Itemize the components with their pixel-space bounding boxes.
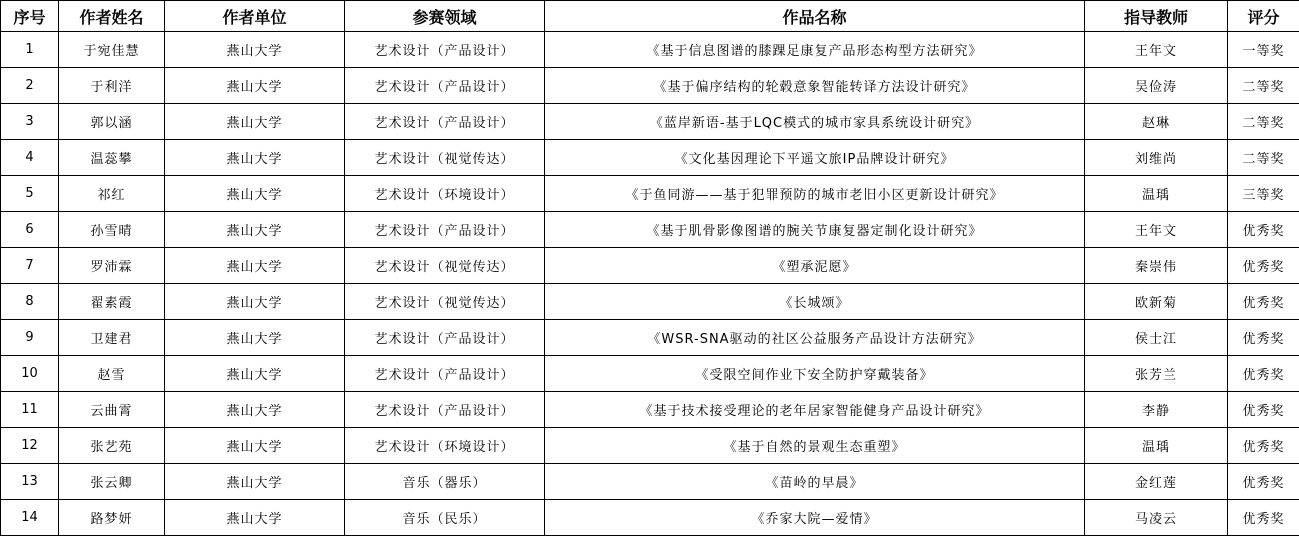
cell-author-name: 孙雪晴 xyxy=(59,212,165,248)
cell-author-name: 云曲霄 xyxy=(59,392,165,428)
cell-author-unit: 燕山大学 xyxy=(165,320,345,356)
cell-index: 9 xyxy=(1,320,59,356)
cell-field: 艺术设计（环境设计） xyxy=(345,176,545,212)
cell-author-name: 张云卿 xyxy=(59,464,165,500)
cell-work-title: 《于鱼同游——基于犯罪预防的城市老旧小区更新设计研究》 xyxy=(545,176,1085,212)
cell-field: 艺术设计（视觉传达） xyxy=(345,248,545,284)
cell-field: 艺术设计（视觉传达） xyxy=(345,284,545,320)
cell-author-name: 罗沛霖 xyxy=(59,248,165,284)
cell-work-title: 《基于技术接受理论的老年居家智能健身产品设计研究》 xyxy=(545,392,1085,428)
cell-advisor: 秦崇伟 xyxy=(1085,248,1228,284)
cell-advisor: 刘维尚 xyxy=(1085,140,1228,176)
cell-work-title: 《蓝岸新语-基于LQC模式的城市家具系统设计研究》 xyxy=(545,104,1085,140)
cell-work-title: 《受限空间作业下安全防护穿戴装备》 xyxy=(545,356,1085,392)
cell-advisor: 温瑀 xyxy=(1085,176,1228,212)
cell-field: 音乐（器乐） xyxy=(345,464,545,500)
cell-author-unit: 燕山大学 xyxy=(165,68,345,104)
table-row xyxy=(1,104,1299,140)
cell-award: 优秀奖 xyxy=(1228,500,1299,536)
cell-work-title: 《苗岭的早晨》 xyxy=(545,464,1085,500)
cell-award: 二等奖 xyxy=(1228,68,1299,104)
cell-advisor: 温瑀 xyxy=(1085,428,1228,464)
cell-award: 二等奖 xyxy=(1228,140,1299,176)
cell-award: 优秀奖 xyxy=(1228,320,1299,356)
cell-author-name: 祁红 xyxy=(59,176,165,212)
table-row xyxy=(1,140,1299,176)
cell-author-unit: 燕山大学 xyxy=(165,464,345,500)
cell-award: 优秀奖 xyxy=(1228,428,1299,464)
cell-field: 艺术设计（产品设计） xyxy=(345,104,545,140)
cell-index: 10 xyxy=(1,356,59,392)
table-row xyxy=(1,284,1299,320)
cell-author-name: 张艺苑 xyxy=(59,428,165,464)
cell-award: 优秀奖 xyxy=(1228,464,1299,500)
header-field: 参赛领域 xyxy=(345,1,545,32)
cell-field: 艺术设计（产品设计） xyxy=(345,320,545,356)
cell-advisor: 欧新菊 xyxy=(1085,284,1228,320)
table-row xyxy=(1,428,1299,464)
cell-award: 优秀奖 xyxy=(1228,392,1299,428)
cell-advisor: 王年文 xyxy=(1085,212,1228,248)
header-advisor: 指导教师 xyxy=(1085,1,1228,32)
cell-work-title: 《长城颂》 xyxy=(545,284,1085,320)
cell-advisor: 李静 xyxy=(1085,392,1228,428)
table-row xyxy=(1,392,1299,428)
cell-field: 艺术设计（视觉传达） xyxy=(345,140,545,176)
cell-field: 艺术设计（产品设计） xyxy=(345,68,545,104)
cell-index: 14 xyxy=(1,500,59,536)
cell-award: 优秀奖 xyxy=(1228,248,1299,284)
cell-award: 一等奖 xyxy=(1228,32,1299,68)
cell-author-unit: 燕山大学 xyxy=(165,32,345,68)
cell-author-name: 赵雪 xyxy=(59,356,165,392)
cell-author-unit: 燕山大学 xyxy=(165,212,345,248)
cell-index: 12 xyxy=(1,428,59,464)
cell-index: 11 xyxy=(1,392,59,428)
cell-award: 优秀奖 xyxy=(1228,212,1299,248)
cell-work-title: 《基于自然的景观生态重塑》 xyxy=(545,428,1085,464)
cell-work-title: 《塑承泥愿》 xyxy=(545,248,1085,284)
cell-advisor: 金红莲 xyxy=(1085,464,1228,500)
cell-index: 8 xyxy=(1,284,59,320)
cell-author-name: 郭以涵 xyxy=(59,104,165,140)
cell-field: 音乐（民乐） xyxy=(345,500,545,536)
cell-author-unit: 燕山大学 xyxy=(165,428,345,464)
table-row xyxy=(1,176,1299,212)
cell-award: 三等奖 xyxy=(1228,176,1299,212)
cell-award: 二等奖 xyxy=(1228,104,1299,140)
cell-advisor: 赵琳 xyxy=(1085,104,1228,140)
cell-field: 艺术设计（产品设计） xyxy=(345,356,545,392)
cell-advisor: 侯士江 xyxy=(1085,320,1228,356)
cell-author-unit: 燕山大学 xyxy=(165,500,345,536)
cell-work-title: 《基于偏序结构的轮毂意象智能转译方法设计研究》 xyxy=(545,68,1085,104)
table-row xyxy=(1,320,1299,356)
header-work-title: 作品名称 xyxy=(545,1,1085,32)
cell-author-name: 卫建君 xyxy=(59,320,165,356)
cell-field: 艺术设计（产品设计） xyxy=(345,32,545,68)
cell-advisor: 张芳兰 xyxy=(1085,356,1228,392)
cell-author-name: 于宛佳慧 xyxy=(59,32,165,68)
table-row xyxy=(1,500,1299,536)
cell-work-title: 《文化基因理论下平遥文旅IP品牌设计研究》 xyxy=(545,140,1085,176)
cell-author-name: 于利洋 xyxy=(59,68,165,104)
table-row xyxy=(1,68,1299,104)
header-index: 序号 xyxy=(1,1,59,32)
cell-work-title: 《乔家大院—爱情》 xyxy=(545,500,1085,536)
cell-work-title: 《基于肌骨影像图谱的腕关节康复器定制化设计研究》 xyxy=(545,212,1085,248)
cell-author-unit: 燕山大学 xyxy=(165,284,345,320)
cell-field: 艺术设计（产品设计） xyxy=(345,392,545,428)
cell-author-unit: 燕山大学 xyxy=(165,104,345,140)
cell-index: 6 xyxy=(1,212,59,248)
cell-index: 13 xyxy=(1,464,59,500)
table-row xyxy=(1,32,1299,68)
cell-author-name: 路梦妍 xyxy=(59,500,165,536)
cell-index: 1 xyxy=(1,32,59,68)
cell-award: 优秀奖 xyxy=(1228,356,1299,392)
table-body xyxy=(1,32,1299,536)
cell-advisor: 吴俭涛 xyxy=(1085,68,1228,104)
table-row xyxy=(1,356,1299,392)
cell-field: 艺术设计（环境设计） xyxy=(345,428,545,464)
cell-author-name: 温蕊攀 xyxy=(59,140,165,176)
cell-index: 2 xyxy=(1,68,59,104)
cell-award: 优秀奖 xyxy=(1228,284,1299,320)
cell-work-title: 《WSR-SNA驱动的社区公益服务产品设计方法研究》 xyxy=(545,320,1085,356)
header-award: 评分 xyxy=(1228,1,1299,32)
cell-advisor: 王年文 xyxy=(1085,32,1228,68)
cell-advisor: 马凌云 xyxy=(1085,500,1228,536)
cell-index: 4 xyxy=(1,140,59,176)
cell-author-unit: 燕山大学 xyxy=(165,356,345,392)
cell-author-unit: 燕山大学 xyxy=(165,176,345,212)
header-author-name: 作者姓名 xyxy=(59,1,165,32)
cell-author-unit: 燕山大学 xyxy=(165,248,345,284)
table-row xyxy=(1,464,1299,500)
cell-index: 5 xyxy=(1,176,59,212)
header-author-unit: 作者单位 xyxy=(165,1,345,32)
cell-field: 艺术设计（产品设计） xyxy=(345,212,545,248)
header-row xyxy=(1,1,1299,32)
cell-author-unit: 燕山大学 xyxy=(165,392,345,428)
cell-work-title: 《基于信息图谱的膝踝足康复产品形态构型方法研究》 xyxy=(545,32,1085,68)
cell-author-name: 翟素霞 xyxy=(59,284,165,320)
cell-index: 7 xyxy=(1,248,59,284)
cell-author-unit: 燕山大学 xyxy=(165,140,345,176)
table-row xyxy=(1,212,1299,248)
cell-index: 3 xyxy=(1,104,59,140)
table-row xyxy=(1,248,1299,284)
